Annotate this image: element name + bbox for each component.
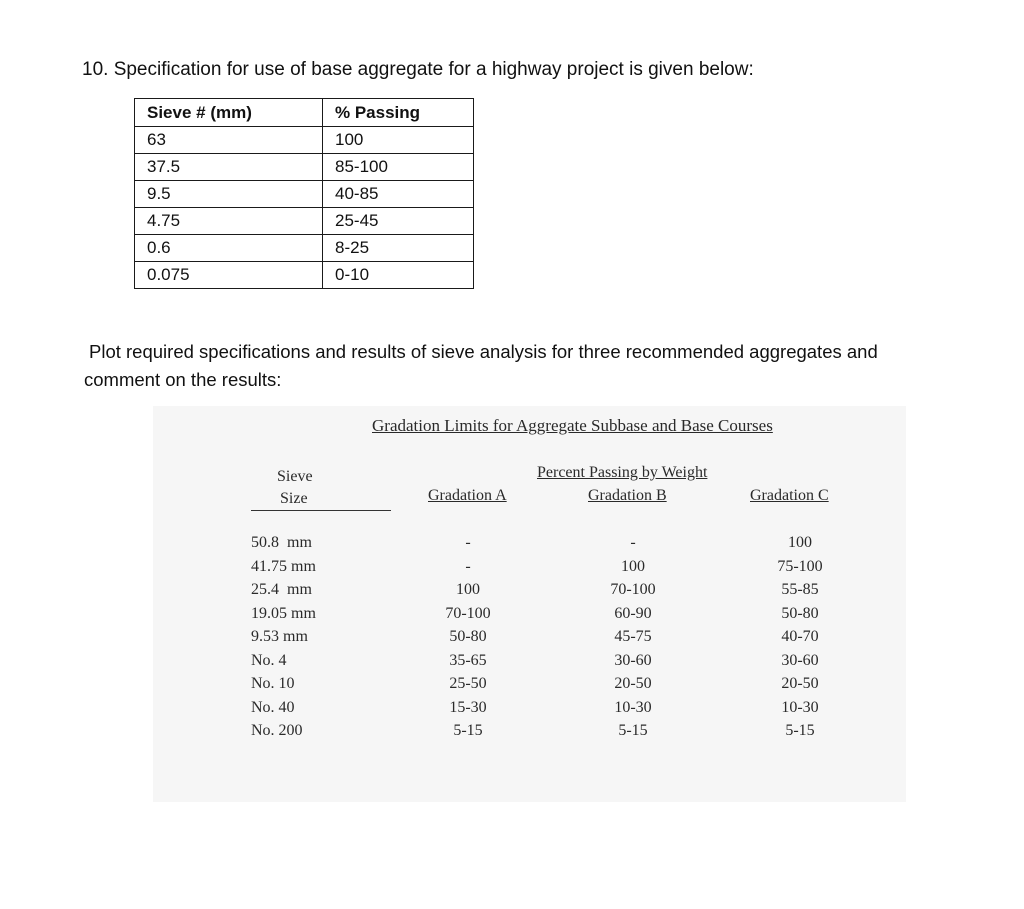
- spec-header-sieve: Sieve # (mm): [135, 99, 323, 127]
- gradation-cell-a: 15-30: [449, 698, 487, 716]
- gradation-cell-size: 19.05 mm: [251, 604, 316, 622]
- gradation-cell-a: 70-100: [445, 604, 491, 622]
- gradation-cell-c: 20-50: [781, 675, 819, 692]
- gradation-a-header: Gradation A: [428, 487, 507, 504]
- table-row: [135, 181, 474, 208]
- gradation-cell-size: 41.75 mm: [251, 557, 316, 575]
- spec-cell-sieve: 9.5: [135, 181, 323, 208]
- gradation-cell-c: 75-100: [777, 557, 823, 575]
- spec-cell-passing: 85-100: [323, 154, 474, 181]
- spec-table-header-row: [135, 99, 474, 127]
- spec-cell-passing: 25-45: [323, 208, 474, 235]
- gradation-cell-b: 100: [621, 557, 645, 575]
- gradation-cell-b: 60-90: [614, 604, 652, 622]
- spec-cell-passing: 40-85: [323, 181, 474, 208]
- table-row: [153, 605, 906, 629]
- sieve-header-line-1: Sieve: [277, 468, 313, 485]
- percent-passing-header: Percent Passing by Weight: [537, 464, 708, 481]
- gradation-cell-a: -: [465, 557, 471, 575]
- gradation-cell-b: 70-100: [610, 581, 656, 598]
- spec-cell-sieve: 4.75: [135, 208, 323, 235]
- gradation-rows: [153, 534, 906, 746]
- table-row: [153, 558, 906, 582]
- spec-cell-passing: 0-10: [323, 262, 474, 289]
- gradation-cell-a: 35-65: [449, 651, 487, 669]
- gradation-cell-c: 30-60: [781, 651, 819, 669]
- spec-cell-sieve: 0.075: [135, 262, 323, 289]
- gradation-cell-b: 10-30: [614, 698, 652, 716]
- gradation-cell-size: No. 4: [251, 651, 287, 669]
- spec-cell-sieve: 37.5: [135, 154, 323, 181]
- gradation-cell-a: 100: [456, 581, 480, 598]
- gradation-cell-size: 25.4 mm: [251, 581, 312, 598]
- gradation-cell-a: 50-80: [449, 628, 487, 645]
- table-row: [135, 154, 474, 181]
- table-row: [135, 127, 474, 154]
- instruction-line-2: comment on the results:: [84, 369, 282, 390]
- gradation-cell-a: 5-15: [453, 722, 483, 739]
- table-row: [153, 699, 906, 723]
- table-row: [153, 652, 906, 676]
- table-row: [153, 581, 906, 605]
- gradation-cell-a: 25-50: [449, 675, 487, 692]
- gradation-cell-size: No. 10: [251, 675, 295, 692]
- gradation-limits-scan: [153, 406, 906, 802]
- gradation-table-title: Gradation Limits for Aggregate Subbase and Base Courses: [372, 416, 773, 435]
- gradation-cell-c: 55-85: [781, 581, 819, 598]
- table-row: [135, 235, 474, 262]
- gradation-cell-size: No. 40: [251, 698, 295, 716]
- specification-table: [134, 98, 474, 289]
- gradation-cell-b: -: [630, 534, 636, 551]
- question-text: 10. Specification for use of base aggregate for a highway project is given below:: [82, 59, 754, 80]
- gradation-cell-c: 5-15: [785, 722, 815, 739]
- gradation-cell-b: 45-75: [614, 628, 652, 645]
- spec-cell-sieve: 0.6: [135, 235, 323, 262]
- table-row: [153, 675, 906, 699]
- gradation-cell-b: 20-50: [614, 675, 652, 692]
- gradation-c-header: Gradation C: [750, 487, 829, 504]
- gradation-cell-b: 5-15: [618, 722, 648, 739]
- spec-cell-sieve: 63: [135, 127, 323, 154]
- gradation-cell-a: -: [465, 534, 471, 551]
- spec-header-passing: % Passing: [323, 99, 474, 127]
- spec-cell-passing: 100: [323, 127, 474, 154]
- gradation-cell-c: 10-30: [781, 698, 819, 716]
- gradation-cell-c: 40-70: [781, 628, 819, 645]
- gradation-b-header: Gradation B: [588, 487, 667, 504]
- gradation-cell-size: No. 200: [251, 722, 303, 739]
- table-row: [135, 208, 474, 235]
- sieve-header-line-2: Size: [280, 490, 308, 507]
- instruction-line-1: Plot required specifications and results of sieve analysis for three recommended aggregates and: [89, 341, 878, 362]
- instruction-text: [84, 338, 964, 394]
- gradation-cell-size: 9.53 mm: [251, 628, 308, 645]
- table-row: [153, 628, 906, 652]
- table-row: [153, 722, 906, 746]
- spec-cell-passing: 8-25: [323, 235, 474, 262]
- table-row: [135, 262, 474, 289]
- gradation-cell-b: 30-60: [614, 651, 652, 669]
- gradation-cell-c: 100: [788, 534, 812, 551]
- sieve-header-rule: [251, 510, 391, 511]
- gradation-cell-size: 50.8 mm: [251, 534, 312, 551]
- gradation-cell-c: 50-80: [781, 604, 819, 622]
- table-row: [153, 534, 906, 558]
